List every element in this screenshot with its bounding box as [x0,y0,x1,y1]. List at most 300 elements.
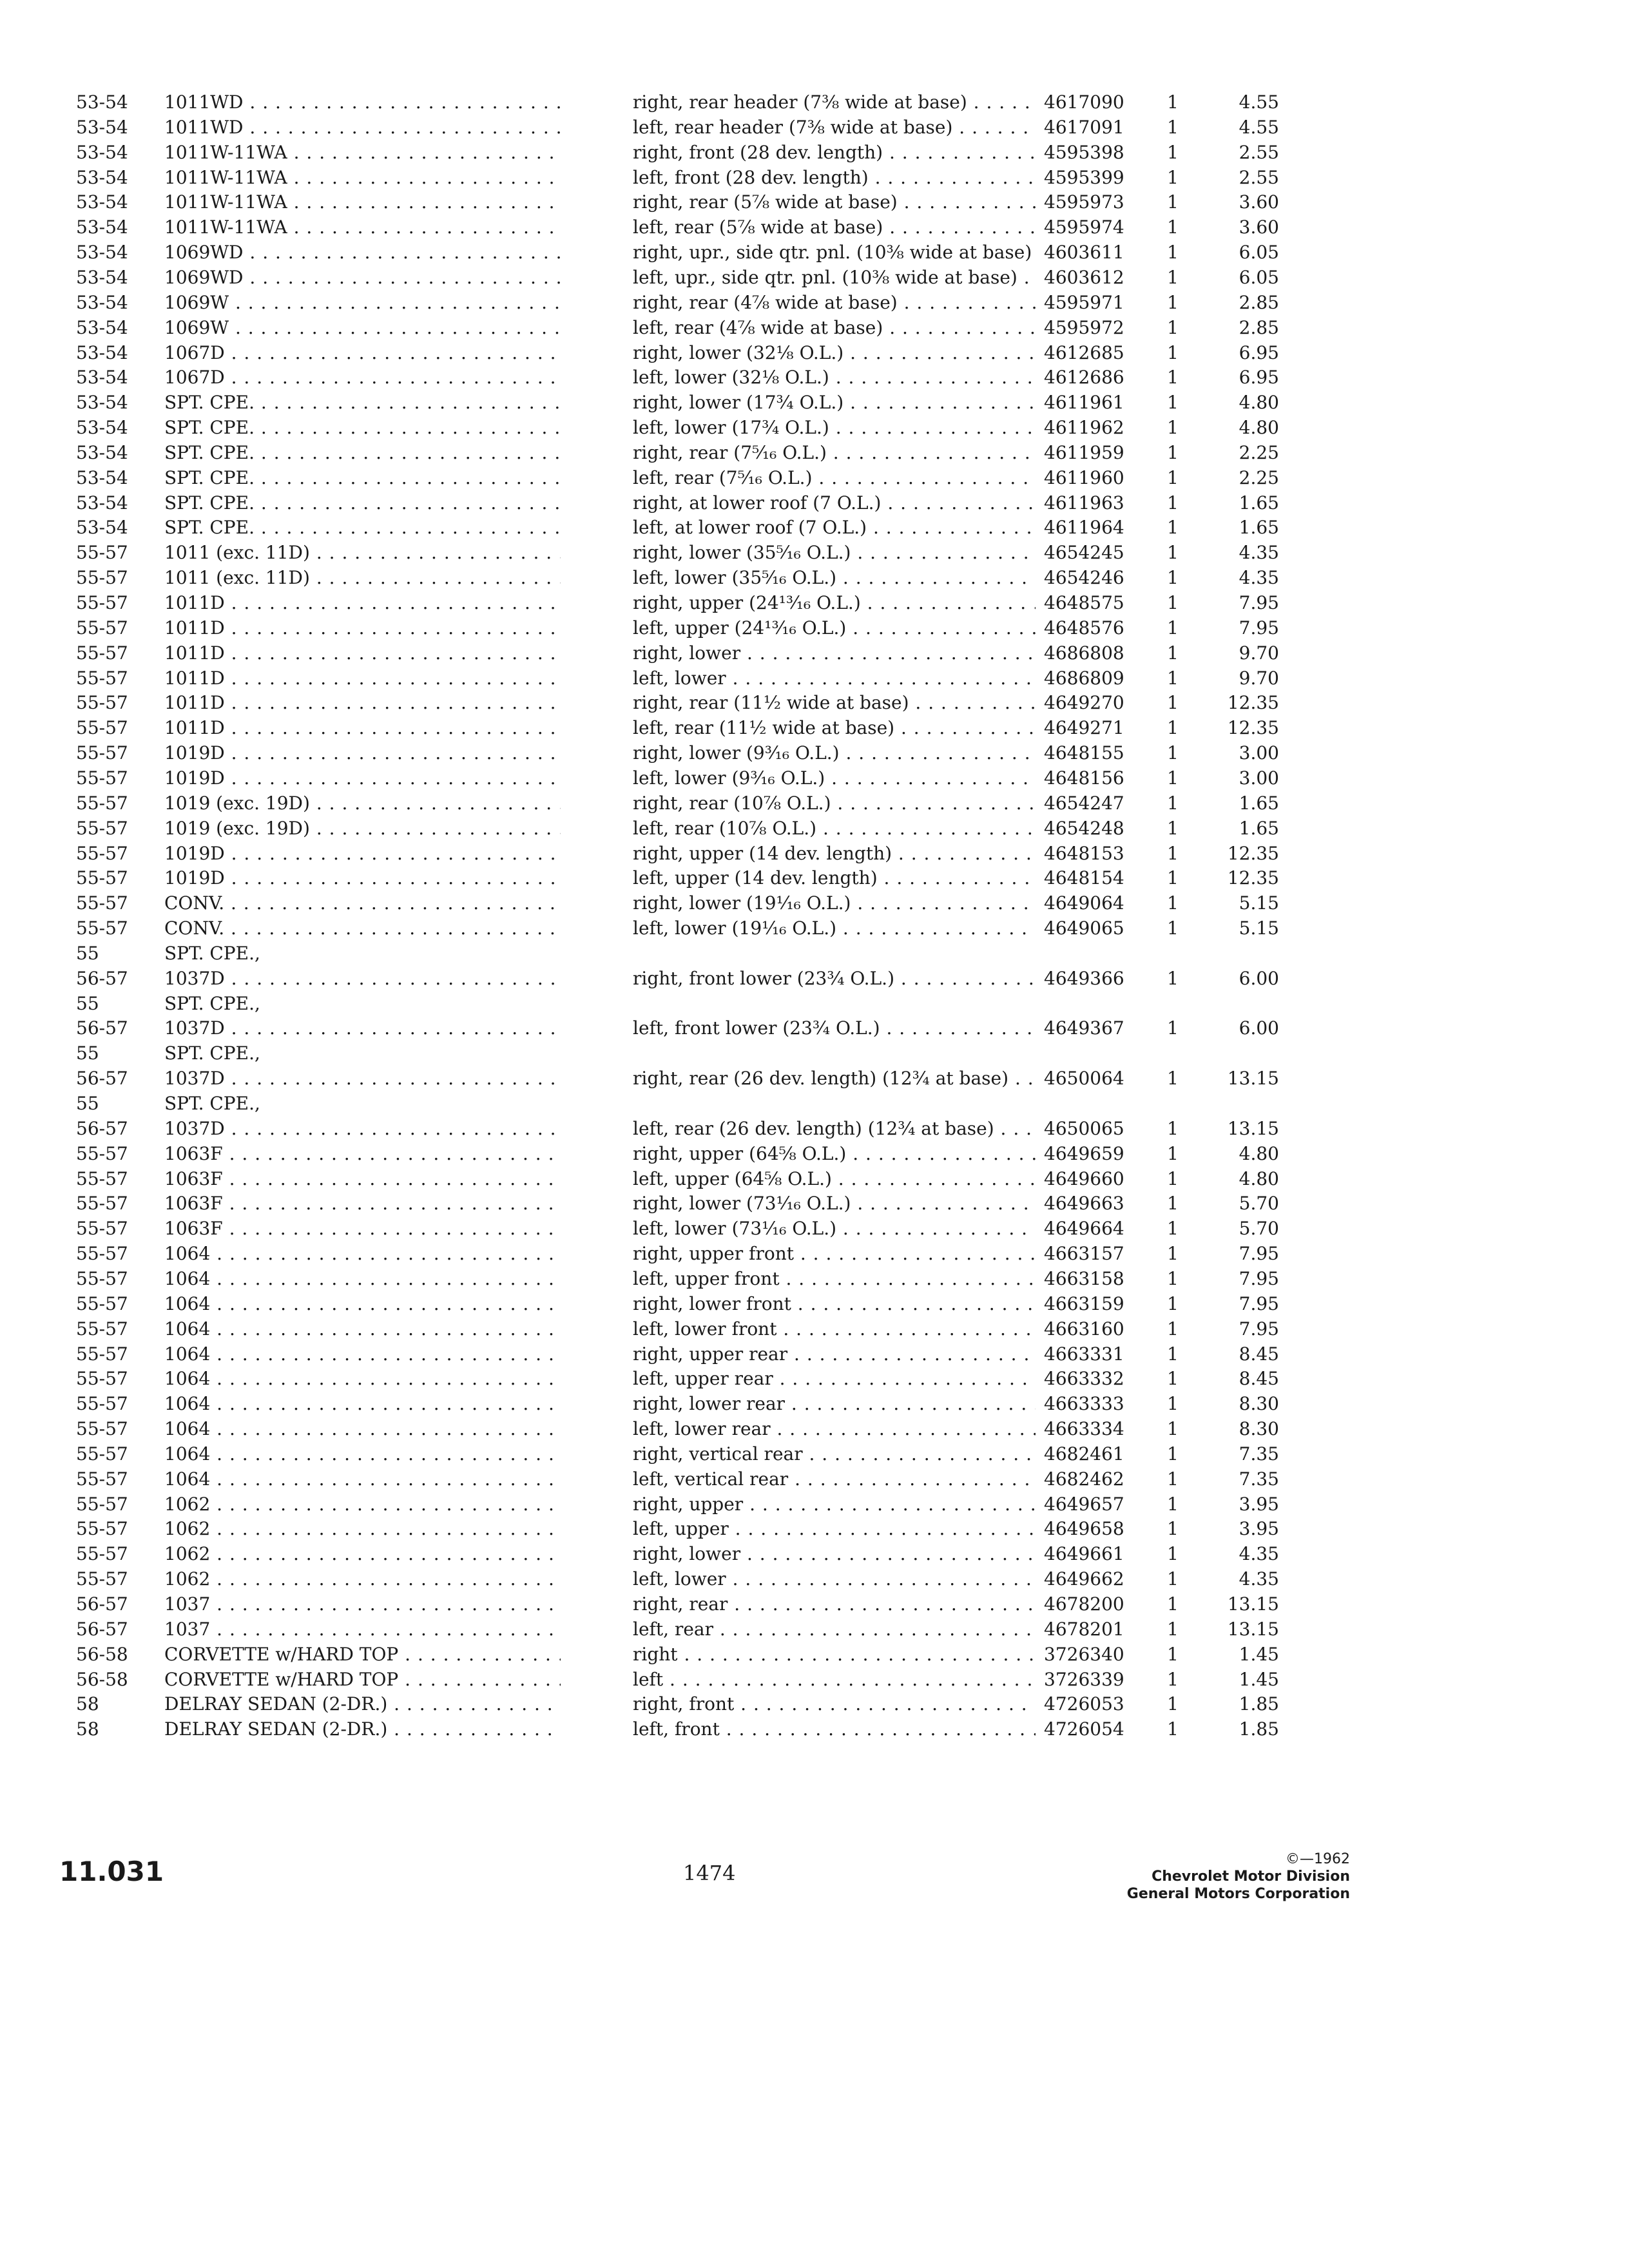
part-number-cell: 4663160 [1044,1318,1124,1340]
quantity-cell: 1 [1167,617,1179,639]
price-cell: 3.60 [1239,216,1279,238]
description-cell: left, rear (5⅞ wide at base) . . . [633,215,1036,240]
quantity-cell: 1 [1167,167,1179,188]
part-number-cell: 4595973 [1044,191,1124,213]
price-cell: 7.95 [1239,617,1279,639]
year-cell: 55-57 [76,1268,128,1289]
model-cell: 1019 (exc. 19D) . . . [164,791,561,816]
year-cell: 53-54 [76,517,128,538]
quantity-cell: 1 [1167,1518,1179,1539]
part-number-cell: 4649664 [1044,1218,1124,1239]
price-cell: 4.35 [1239,567,1279,588]
table-row [0,1592,1629,1617]
table-row [0,1467,1629,1492]
model-cell: SPT. CPE., [164,993,260,1014]
year-cell: 56-57 [76,1619,128,1640]
table-row [0,166,1629,190]
table-row [0,1292,1629,1316]
price-cell: 7.95 [1239,1243,1279,1264]
year-cell: 55-57 [76,1568,128,1590]
table-row [0,791,1629,816]
description-cell: right, upr., side qtr. pnl. (10⅜ wide at base) . . . [633,240,1036,265]
price-cell: 8.45 [1239,1343,1279,1365]
price-cell: 9.70 [1239,668,1279,689]
quantity-cell: 1 [1167,1168,1179,1189]
table-row [0,1167,1629,1191]
table-row [0,841,1629,866]
quantity-cell: 1 [1167,216,1179,238]
description-cell: right, lower (32⅛ O.L.) . . . [633,341,1036,365]
quantity-cell: 1 [1167,142,1179,163]
part-number-cell: 4649658 [1044,1518,1124,1539]
model-cell: 1069WD . . . [164,240,561,265]
quantity-cell: 1 [1167,1418,1179,1439]
table-row [0,1717,1629,1742]
model-cell: 1062 . . . [164,1567,561,1591]
description-cell: left, upr., side qtr. pnl. (10⅜ wide at base) . . . [633,265,1036,290]
year-cell: 55-57 [76,668,128,689]
quantity-cell: 1 [1167,1494,1179,1515]
quantity-cell: 1 [1167,642,1179,664]
price-cell: 4.35 [1239,1543,1279,1564]
table-row [0,365,1629,390]
model-cell: 1063F . . . [164,1142,561,1166]
model-cell: SPT. CPE. . . . [164,416,561,440]
description-cell: right . . . [633,1642,1036,1667]
model-cell: 1019D . . . [164,741,561,765]
quantity-cell: 1 [1167,1619,1179,1640]
part-number-cell: 4654246 [1044,567,1124,588]
part-number-cell: 4595971 [1044,292,1124,313]
table-row [0,515,1629,540]
price-cell: 6.95 [1239,367,1279,388]
part-number-cell: 4595972 [1044,317,1124,338]
part-number-cell: 4649367 [1044,1017,1124,1039]
model-cell: SPT. CPE. . . . [164,466,561,490]
table-row [0,1367,1629,1391]
part-number-cell: 4649663 [1044,1193,1124,1214]
model-cell: 1067D . . . [164,365,561,390]
description-cell: left, front (28 dev. length) . . . [633,166,1036,190]
table-row [0,616,1629,640]
part-number-cell: 4611962 [1044,417,1124,438]
year-cell: 55-57 [76,542,128,563]
model-cell: 1063F . . . [164,1216,561,1241]
quantity-cell: 1 [1167,467,1179,488]
quantity-cell: 1 [1167,317,1179,338]
year-cell: 53-54 [76,492,128,514]
model-cell: 1011W-11WA . . . [164,166,561,190]
price-cell: 5.15 [1239,918,1279,939]
description-cell: left, lower rear . . . [633,1417,1036,1441]
part-number-cell: 4678201 [1044,1619,1124,1640]
description-cell: left, lower (19¹⁄₁₆ O.L.) . . . [633,916,1036,941]
model-cell: SPT. CPE., [164,943,260,964]
year-cell: 53-54 [76,216,128,238]
year-cell: 53-54 [76,392,128,413]
description-cell: left, lower (32⅛ O.L.) . . . [633,365,1036,390]
part-number-cell: 4595398 [1044,142,1124,163]
part-number-cell: 4686808 [1044,642,1124,664]
table-row [0,1542,1629,1566]
model-cell: 1011WD . . . [164,115,561,140]
description-cell: left, rear (4⅞ wide at base) . . . [633,316,1036,340]
quantity-cell: 1 [1167,1118,1179,1139]
model-cell: CONV. . . . [164,891,561,916]
year-cell: 55-57 [76,843,128,864]
model-cell: 1062 . . . [164,1492,561,1517]
part-number-cell: 4663334 [1044,1418,1124,1439]
model-cell: 1064 . . . [164,1317,561,1341]
year-cell: 55-57 [76,818,128,839]
model-cell: 1037 . . . [164,1592,561,1617]
table-row [0,1117,1629,1141]
description-cell: right, front (28 dev. length) . . . [633,140,1036,165]
year-cell: 55-57 [76,1468,128,1490]
part-number-cell: 4649657 [1044,1494,1124,1515]
year-cell: 56-57 [76,968,128,989]
table-row [0,491,1629,515]
table-row [0,1267,1629,1291]
description-cell: left, lower (35⁵⁄₁₆ O.L.) . . . [633,566,1036,590]
table-row [0,416,1629,440]
model-cell: 1011D . . . [164,641,561,666]
description-cell: left, upper (14 dev. length) . . . [633,866,1036,890]
part-number-cell: 4612685 [1044,342,1124,363]
quantity-cell: 1 [1167,1644,1179,1665]
quantity-cell: 1 [1167,843,1179,864]
table-row [0,1392,1629,1416]
quantity-cell: 1 [1167,968,1179,989]
quantity-cell: 1 [1167,417,1179,438]
part-number-cell: 4686809 [1044,668,1124,689]
quantity-cell: 1 [1167,1718,1179,1740]
price-cell: 2.85 [1239,317,1279,338]
description-cell: left, vertical rear . . . [633,1467,1036,1492]
model-cell: 1063F . . . [164,1167,561,1191]
model-cell: DELRAY SEDAN (2-DR.) . . . [164,1717,561,1742]
quantity-cell: 1 [1167,1068,1179,1089]
year-cell: 55-57 [76,1418,128,1439]
model-cell: 1064 . . . [164,1417,561,1441]
quantity-cell: 1 [1167,692,1179,713]
part-number-cell: 4648156 [1044,767,1124,789]
quantity-cell: 1 [1167,1193,1179,1214]
description-cell: right, upper (24¹³⁄₁₆ O.L.) . . . [633,591,1036,615]
price-cell: 12.35 [1227,843,1279,864]
year-cell: 55 [76,943,99,964]
model-cell: 1062 . . . [164,1542,561,1566]
quantity-cell: 1 [1167,717,1179,738]
price-cell: 4.55 [1239,91,1279,113]
year-cell: 55-57 [76,1293,128,1314]
model-cell: CORVETTE w/HARD TOP . . . [164,1667,561,1692]
table-row [0,240,1629,265]
year-cell: 55-57 [76,742,128,764]
price-cell: 1.65 [1239,517,1279,538]
table-row [0,190,1629,215]
quantity-cell: 1 [1167,191,1179,213]
year-cell: 53-54 [76,467,128,488]
quantity-cell: 1 [1167,1443,1179,1465]
part-number-cell: 4648575 [1044,592,1124,613]
model-cell: 1019D . . . [164,866,561,890]
table-row [0,666,1629,691]
model-cell: 1037 . . . [164,1617,561,1642]
part-number-cell: 3726339 [1044,1669,1124,1690]
table-row [0,591,1629,615]
table-row [0,691,1629,715]
description-cell: right, lower . . . [633,1542,1036,1566]
part-number-cell: 4611964 [1044,517,1124,538]
part-number-cell: 4649659 [1044,1143,1124,1164]
price-cell: 7.35 [1239,1468,1279,1490]
part-number-cell: 4648153 [1044,843,1124,864]
part-number-cell: 4649271 [1044,717,1124,738]
description-cell: right, lower rear . . . [633,1392,1036,1416]
model-cell: 1063F . . . [164,1191,561,1216]
table-row [0,1442,1629,1466]
part-number-cell: 4595974 [1044,216,1124,238]
model-cell: SPT. CPE. . . . [164,441,561,465]
table-row [0,1191,1629,1216]
year-cell: 55-57 [76,1494,128,1515]
model-cell: 1011D . . . [164,591,561,615]
price-cell: 4.35 [1239,542,1279,563]
price-cell: 6.00 [1239,1017,1279,1039]
price-cell: 13.15 [1227,1068,1279,1089]
year-cell: 55-57 [76,642,128,664]
description-cell: right, rear header (7⅜ wide at base) . . . [633,90,1036,115]
model-cell: 1011 (exc. 11D) . . . [164,566,561,590]
year-cell: 55-57 [76,1368,128,1389]
table-row [0,1517,1629,1541]
description-cell: left, lower (9³⁄₁₆ O.L.) . . . [633,766,1036,791]
year-cell: 55-57 [76,918,128,939]
part-number-cell: 4649065 [1044,918,1124,939]
description-cell: left, rear (7⁵⁄₁₆ O.L.) . . . [633,466,1036,490]
year-cell: 55-57 [76,867,128,889]
table-row [0,992,1629,1016]
description-cell: left . . . [633,1667,1036,1692]
price-cell: 4.80 [1239,1168,1279,1189]
part-number-cell: 4654245 [1044,542,1124,563]
description-cell: right, lower . . . [633,641,1036,666]
year-cell: 53-54 [76,292,128,313]
model-cell: 1067D . . . [164,341,561,365]
table-row [0,1692,1629,1716]
quantity-cell: 1 [1167,492,1179,514]
quantity-cell: 1 [1167,367,1179,388]
model-cell: 1011 (exc. 11D) . . . [164,541,561,565]
part-number-cell: 4650064 [1044,1068,1124,1089]
description-cell: right, upper rear . . . [633,1342,1036,1367]
part-number-cell: 4663158 [1044,1268,1124,1289]
description-cell: right, rear (11½ wide at base) . . . [633,691,1036,715]
part-number-cell: 4648576 [1044,617,1124,639]
year-cell: 55 [76,1093,99,1114]
part-number-cell: 4649660 [1044,1168,1124,1189]
description-cell: right, rear (10⅞ O.L.) . . . [633,791,1036,816]
model-cell: 1019D . . . [164,766,561,791]
year-cell: 56-58 [76,1644,128,1665]
quantity-cell: 1 [1167,867,1179,889]
table-row [0,1242,1629,1266]
quantity-cell: 1 [1167,1017,1179,1039]
model-cell: 1037D . . . [164,1066,561,1091]
part-number-cell: 4648155 [1044,742,1124,764]
price-cell: 7.95 [1239,1293,1279,1314]
table-row [0,390,1629,415]
table-row [0,541,1629,565]
description-cell: left, rear (11½ wide at base) . . . [633,716,1036,740]
price-cell: 12.35 [1227,692,1279,713]
part-number-cell: 4663159 [1044,1293,1124,1314]
quantity-cell: 1 [1167,1218,1179,1239]
quantity-cell: 1 [1167,1293,1179,1314]
description-cell: left, lower front . . . [633,1317,1036,1341]
price-cell: 9.70 [1239,642,1279,664]
description-cell: right, lower front . . . [633,1292,1036,1316]
description-cell: right, upper . . . [633,1492,1036,1517]
description-cell: right, upper (64⅝ O.L.) . . . [633,1142,1036,1166]
table-row [0,766,1629,791]
year-cell: 53-54 [76,342,128,363]
year-cell: 53-54 [76,117,128,138]
description-cell: left, upper (64⅝ O.L.) . . . [633,1167,1036,1191]
year-cell: 55 [76,993,99,1014]
year-cell: 53-54 [76,317,128,338]
quantity-cell: 1 [1167,392,1179,413]
table-row [0,1617,1629,1642]
part-number-cell: 4663331 [1044,1343,1124,1365]
quantity-cell: 1 [1167,1693,1179,1715]
price-cell: 2.25 [1239,442,1279,463]
year-cell: 55-57 [76,1543,128,1564]
table-row [0,1066,1629,1091]
quantity-cell: 1 [1167,567,1179,588]
description-cell: left, upper front . . . [633,1267,1036,1291]
year-cell: 56-58 [76,1669,128,1690]
table-row [0,1492,1629,1517]
description-cell: right, front lower (23¾ O.L.) . . . [633,966,1036,991]
quantity-cell: 1 [1167,1343,1179,1365]
price-cell: 7.95 [1239,1318,1279,1340]
price-cell: 7.35 [1239,1443,1279,1465]
part-number-cell: 4611961 [1044,392,1124,413]
price-cell: 8.30 [1239,1393,1279,1414]
quantity-cell: 1 [1167,442,1179,463]
price-cell: 3.95 [1239,1518,1279,1539]
model-cell: 1064 . . . [164,1342,561,1367]
price-cell: 1.65 [1239,793,1279,814]
year-cell: 53-54 [76,91,128,113]
part-number-cell: 4649064 [1044,892,1124,914]
quantity-cell: 1 [1167,793,1179,814]
description-cell: left, rear header (7⅜ wide at base) . . . [633,115,1036,140]
table-row [0,1667,1629,1692]
year-cell: 53-54 [76,267,128,288]
quantity-cell: 1 [1167,267,1179,288]
table-row [0,316,1629,340]
table-row [0,1317,1629,1341]
part-number-cell: 4603611 [1044,242,1124,263]
year-cell: 55-57 [76,1393,128,1414]
quantity-cell: 1 [1167,342,1179,363]
publisher-credit [1031,1850,1350,1903]
division-name: Chevrolet Motor Division [1152,1869,1350,1885]
quantity-cell: 1 [1167,1268,1179,1289]
model-cell: 1037D . . . [164,1117,561,1141]
price-cell: 3.60 [1239,191,1279,213]
part-number-cell: 4654248 [1044,818,1124,839]
description-cell: right, rear . . . [633,1592,1036,1617]
quantity-cell: 1 [1167,542,1179,563]
part-number-cell: 4617091 [1044,117,1124,138]
model-cell: 1064 . . . [164,1242,561,1266]
model-cell: 1064 . . . [164,1442,561,1466]
model-cell: CONV. . . . [164,916,561,941]
model-cell: SPT. CPE., [164,1043,260,1064]
price-cell: 13.15 [1227,1118,1279,1139]
table-row [0,816,1629,841]
price-cell: 1.85 [1239,1718,1279,1740]
table-row [0,891,1629,916]
price-cell: 8.30 [1239,1418,1279,1439]
price-cell: 6.95 [1239,342,1279,363]
quantity-cell: 1 [1167,1593,1179,1615]
part-number-cell: 4678200 [1044,1593,1124,1615]
table-row [0,1016,1629,1041]
description-cell: right, rear (5⅞ wide at base) . . . [633,190,1036,215]
model-cell: 1064 . . . [164,1392,561,1416]
price-cell: 5.70 [1239,1193,1279,1214]
description-cell: right, upper (14 dev. length) . . . [633,841,1036,866]
part-number-cell: 4611959 [1044,442,1124,463]
price-cell: 8.45 [1239,1368,1279,1389]
model-cell: 1019 (exc. 19D) . . . [164,816,561,841]
part-number-cell: 3726340 [1044,1644,1124,1665]
price-cell: 2.85 [1239,292,1279,313]
table-row [0,716,1629,740]
table-row [0,1142,1629,1166]
price-cell: 4.80 [1239,417,1279,438]
quantity-cell: 1 [1167,918,1179,939]
model-cell: SPT. CPE., [164,1093,260,1114]
model-cell: 1037D . . . [164,966,561,991]
table-row [0,916,1629,941]
price-cell: 5.70 [1239,1218,1279,1239]
year-cell: 53-54 [76,191,128,213]
price-cell: 3.00 [1239,742,1279,764]
part-number-cell: 4650065 [1044,1118,1124,1139]
quantity-cell: 1 [1167,1393,1179,1414]
year-cell: 56-57 [76,1017,128,1039]
description-cell: right, rear (4⅞ wide at base) . . . [633,291,1036,315]
table-row [0,115,1629,140]
model-cell: SPT. CPE. . . . [164,515,561,540]
year-cell: 55-57 [76,692,128,713]
description-cell: left, upper rear . . . [633,1367,1036,1391]
quantity-cell: 1 [1167,292,1179,313]
description-cell: right, upper front . . . [633,1242,1036,1266]
year-cell: 55 [76,1043,99,1064]
part-number-cell: 4611963 [1044,492,1124,514]
price-cell: 1.85 [1239,1693,1279,1715]
price-cell: 1.65 [1239,492,1279,514]
year-cell: 55-57 [76,1218,128,1239]
description-cell: right, lower (17¾ O.L.) . . . [633,390,1036,415]
